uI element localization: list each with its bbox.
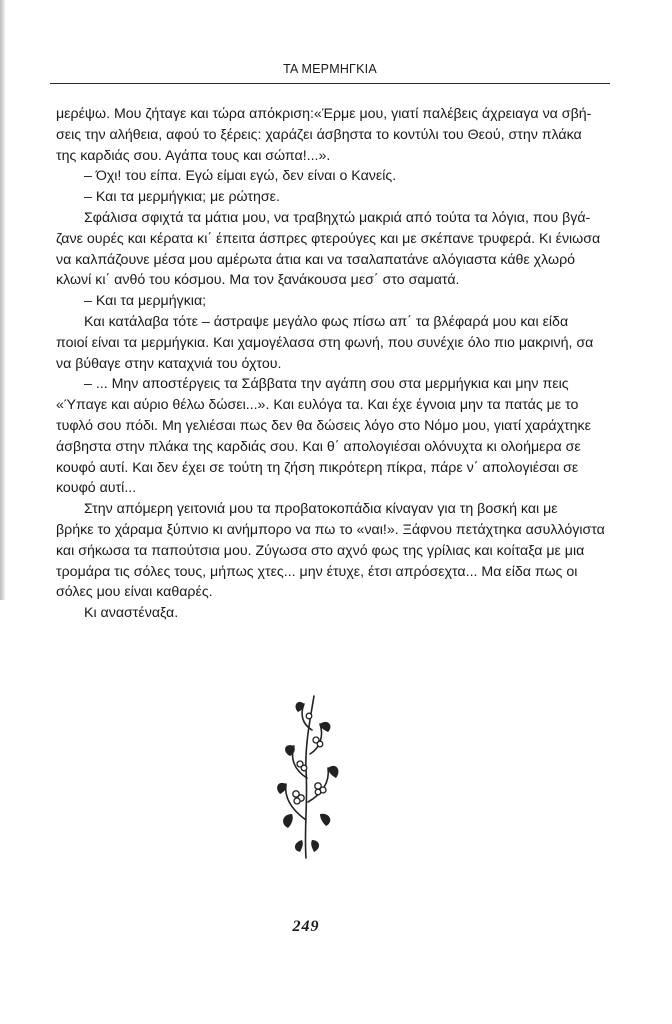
text-line: ποιοί είναι τα μερμήγκια. Και χαμογέλασα στη φωνή, που συνέχιε όλο πιο μακρινή, σα [56,334,594,351]
text-line: να βύθαγε στην καταχνιά του όχτου. [56,355,282,372]
text-line: Σφάλισα σφιχτά τα μάτια μου, να τραβηχτώ μακριά από τούτα τα λόγια, που βγά- [84,209,591,226]
text-line: και σήκωσα τα παπούτσια μου. Ζύγωσα στο αχνό φως της γρίλιας και κοίταξα με μια [56,542,585,559]
page-number: 249 [292,918,320,935]
text-line: – Και τα μερμήγκια; με ρώτησε. [84,189,280,206]
text-line: βρήκε το χάραμα ξύπνιο κι ανήμπορο να πω το «ναι!». Ξάφνου πετάχτηκα ασυλλόγιστα [56,521,605,538]
running-head-title: ΤΑ ΜΕΡΜΗΓΚΙΑ [283,62,377,76]
header-rule [50,83,610,84]
text-line: Και κατάλαβα τότε – άστραψε μεγάλο φως πίσω απ΄ τα βλέφαρά μου και είδα [84,313,569,330]
text-line: σεις την αλήθεια, αφού το ξέρεις: χαράζει άσβηστα το κοντύλι του Θεού, στην πλάκα [56,126,582,143]
text-line: κουφό αυτί... [56,480,137,497]
text-line: Στην απόμερη γειτονιά μου τα προβατοκοπάδια κίναγαν για τη βοσκή και με [84,501,558,518]
text-line: μερέψω. Μου ζήταγε και τώρα απόκριση:«Έρμε μου, γιατί παλέβεις άχρειαγα να σβή- [56,106,592,122]
text-line: «Ύπαγε και αύριο θέλω δώσει...». Και ευλόγα τα. Και έχε έγνοια μην τα πατάς με το [56,397,579,414]
text-line: σόλες μου είναι καθαρές. [56,584,213,601]
text-line: τρομάρα τις σόλες τους, μήπως χτες... μην έτυχε, έτσι απρόσεχτα... Μα είδα πως οι [56,563,578,580]
text-line: Κι αναστέναξα. [84,605,179,622]
text-line: άσβηστα στην πλάκα της καρδιάς σου. Και θ΄ απολογιέσαι ολόνυχτα κι ολοήμερα σε [56,438,581,455]
floral-vine-ornament-icon [262,690,352,862]
body-text [56,104,608,624]
text-line: – ... Μην αποστέργεις τα Σάββατα την αγάπη σου στα μερμήγκια και μην πεις [84,376,569,393]
text-line: κλωνί κι΄ ανθό του κόσμου. Μα τον ξανάκουσα μεσ΄ στο σαματά. [56,272,460,289]
text-line: της καρδιάς σου. Αγάπα τους και σώπα!...». [56,147,331,164]
page-edge-shadow [0,0,5,600]
text-line: κουφό αυτί. Και δεν έχει σε τούτη τη ζήση πικρότερη πίκρα, πάρε ν΄ απολογιέσαι σε [56,459,579,476]
text-line: να καλπάζουνε μέσα μου αμέρωτα άτια και να τσαλαπατάνε αλόγιαστα κάθε χλωρό [56,251,576,268]
text-line: τυφλό σου πόδι. Μη γελιέσαι πως δεν θα δώσεις λόγο στο Νόμο μου, γιατί χαράχτηκε [56,417,591,434]
text-line: – Όχι! του είπα. Εγώ είμαι εγώ, δεν είναι ο Κανείς. [84,168,397,185]
text-line: – Και τα μερμήγκια; [84,293,207,310]
text-line: ζανε ουρές και κέρατα κι΄ έπειτα άσπρες φτερούγες και με σκέπανε τρυφερά. Κι ένιωσα [56,230,601,247]
